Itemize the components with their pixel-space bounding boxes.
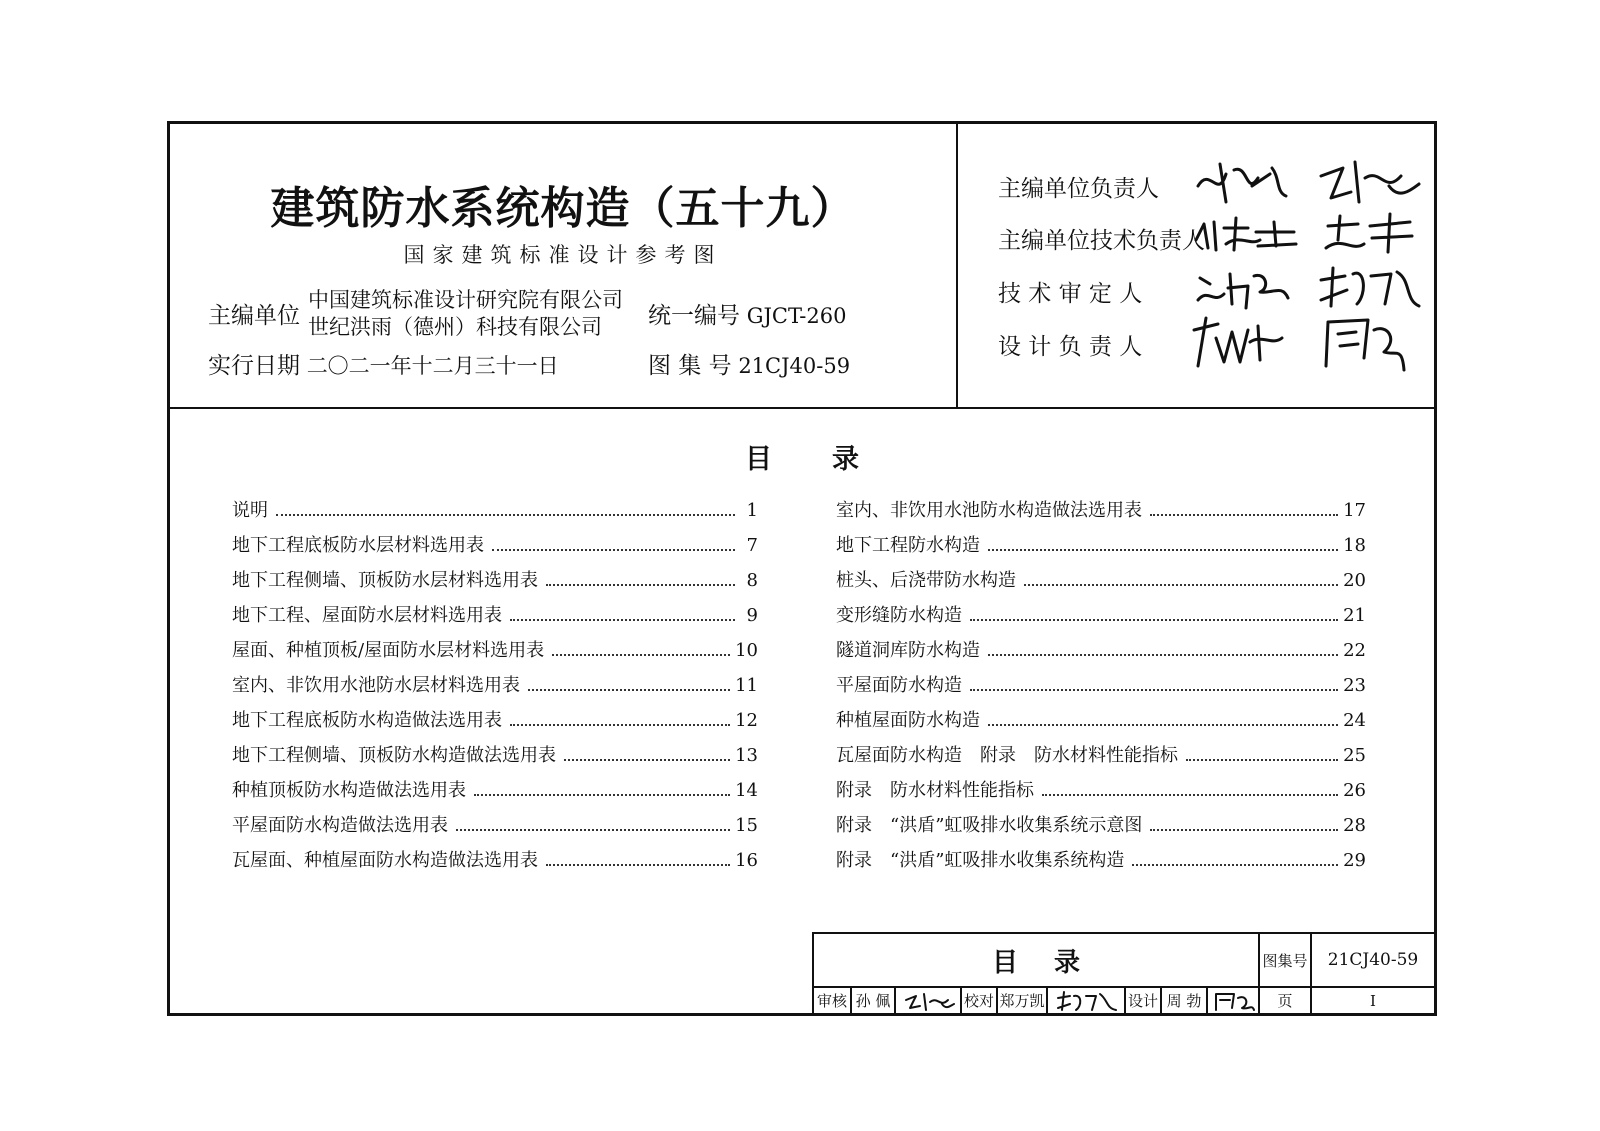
toc-entry xyxy=(232,776,758,811)
toc-entry-page: 20 xyxy=(1343,570,1366,591)
toc-entry-title: 地下工程侧墙、顶板防水构造做法选用表 xyxy=(232,745,556,766)
effective-date-value: 二〇二一年十二月三十一日 xyxy=(306,354,559,378)
toc-entry xyxy=(836,741,1366,776)
toc-entry-title: 室内、非饮用水池防水构造做法选用表 xyxy=(836,500,1142,521)
atlas-number xyxy=(648,347,850,380)
toc-entry xyxy=(836,811,1366,846)
toc-leader-dots xyxy=(546,864,730,866)
toc-entry xyxy=(836,601,1366,636)
toc-entry xyxy=(232,636,758,671)
editor-unit-2: 世纪洪雨（德州）科技有限公司 xyxy=(308,315,602,339)
toc-entry-page: 7 xyxy=(746,535,758,556)
toc-entry-title: 种植顶板防水构造做法选用表 xyxy=(232,780,466,801)
toc-entry-page: 14 xyxy=(735,780,758,801)
unified-number-label: 统一编号 xyxy=(648,303,740,329)
toc-leader-dots xyxy=(970,689,1338,691)
toc-heading xyxy=(170,437,1434,476)
toc-entry xyxy=(836,496,1366,531)
tb-design-label: 设计 xyxy=(1127,992,1158,1010)
toc-entry xyxy=(232,566,758,601)
toc-entry-title: 屋面、种植顶板/屋面防水层材料选用表 xyxy=(232,640,545,661)
atlas-number-value: 21CJ40-59 xyxy=(738,354,851,378)
toc-leader-dots xyxy=(552,654,730,656)
toc-entry-title: 种植屋面防水构造 xyxy=(836,710,980,731)
signature-tech-chief-2 xyxy=(1318,208,1418,258)
toc-entry-page: 18 xyxy=(1343,535,1366,556)
role-chief-unit: 主编单位负责人 xyxy=(998,176,1159,202)
toc-entry xyxy=(836,846,1366,881)
toc-entry-title: 隧道洞库防水构造 xyxy=(836,640,980,661)
tb-designer: 周 勃 xyxy=(1166,992,1202,1010)
toc-entry-page: 28 xyxy=(1343,815,1366,836)
toc-entry-title: 地下工程、屋面防水层材料选用表 xyxy=(232,605,502,626)
toc-leader-dots xyxy=(1186,759,1338,761)
signature-reviewer-2 xyxy=(1315,260,1425,315)
cover-header xyxy=(170,124,1434,409)
toc-entry-title: 地下工程底板防水层材料选用表 xyxy=(232,535,484,556)
toc-entry-page: 10 xyxy=(735,640,758,661)
toc-entry-page: 1 xyxy=(746,500,758,521)
toc-entry xyxy=(836,671,1366,706)
drawing-frame xyxy=(167,121,1437,1016)
toc-entry-page: 9 xyxy=(746,605,758,626)
role-design-lead: 设 计 负 责 人 xyxy=(998,334,1143,360)
toc-leader-dots xyxy=(988,654,1338,656)
signature-design-lead-2 xyxy=(1318,310,1408,376)
tb-check-label: 校对 xyxy=(963,992,994,1010)
toc-heading-char-2: 录 xyxy=(832,444,859,475)
toc-leader-dots xyxy=(988,549,1338,551)
toc-entry-title: 变形缝防水构造 xyxy=(836,605,962,626)
toc-entry-title: 说明 xyxy=(232,500,268,521)
toc-entry xyxy=(232,811,758,846)
toc-entry-page: 15 xyxy=(735,815,758,836)
atlas-subtitle: 国家建筑标准设计参考图 xyxy=(403,243,723,267)
unified-number-value: GJCT-260 xyxy=(746,304,847,328)
toc-entry-title: 附录 防水材料性能指标 xyxy=(836,780,1034,801)
toc-entry-title: 瓦屋面防水构造 附录 防水材料性能指标 xyxy=(836,745,1178,766)
toc-entry-title: 地下工程底板防水构造做法选用表 xyxy=(232,710,502,731)
effective-date-label: 实行日期 xyxy=(208,353,300,379)
toc-entry xyxy=(836,531,1366,566)
unified-number xyxy=(648,297,846,330)
toc-leader-dots xyxy=(456,829,730,831)
toc-entry xyxy=(232,531,758,566)
editor-unit-1: 中国建筑标准设计研究院有限公司 xyxy=(308,288,623,312)
toc-entry-title: 附录 “洪盾”虹吸排水收集系统示意图 xyxy=(836,815,1143,836)
toc-leader-dots xyxy=(528,689,730,691)
tb-reviewer: 孙 佩 xyxy=(855,992,891,1010)
tb-checker-signature xyxy=(1054,990,1120,1012)
toc-entry-page: 13 xyxy=(735,745,758,766)
toc-entry-page: 24 xyxy=(1343,710,1366,731)
toc-entry xyxy=(232,846,758,881)
toc-entry-title: 室内、非饮用水池防水层材料选用表 xyxy=(232,675,520,696)
toc-leader-dots xyxy=(510,724,730,726)
tb-review-label: 审核 xyxy=(816,992,847,1010)
role-tech-reviewer: 技 术 审 定 人 xyxy=(998,281,1143,307)
toc-entry-page: 23 xyxy=(1343,675,1366,696)
tb-page-label: 页 xyxy=(1277,992,1293,1010)
toc-entry-title: 地下工程防水构造 xyxy=(836,535,980,556)
toc-entry-title: 地下工程侧墙、顶板防水层材料选用表 xyxy=(232,570,538,591)
toc-entry xyxy=(836,776,1366,811)
toc-entry-page: 21 xyxy=(1343,605,1366,626)
toc-left-column xyxy=(232,496,758,881)
toc-entry-title: 平屋面防水构造 xyxy=(836,675,962,696)
toc-right-column xyxy=(836,496,1366,881)
tb-designer-signature xyxy=(1212,990,1256,1012)
sheet-title-char-1: 目 xyxy=(991,947,1018,978)
toc-leader-dots xyxy=(1132,864,1338,866)
toc-entry xyxy=(836,636,1366,671)
toc-entry-title: 瓦屋面、种植屋面防水构造做法选用表 xyxy=(232,850,538,871)
toc-leader-dots xyxy=(510,619,735,621)
toc-entry-title: 平屋面防水构造做法选用表 xyxy=(232,815,448,836)
title-block xyxy=(812,932,1434,1013)
signature-tech-chief-1 xyxy=(1190,210,1300,255)
atlas-number-label: 图 集 号 xyxy=(648,353,732,379)
toc-entry-page: 17 xyxy=(1343,500,1366,521)
signature-chief-1 xyxy=(1190,156,1290,206)
toc-entry-title: 桩头、后浇带防水构造 xyxy=(836,570,1016,591)
toc-entry-page: 22 xyxy=(1343,640,1366,661)
toc-entry-page: 11 xyxy=(735,675,758,696)
toc-entry-page: 29 xyxy=(1343,850,1366,871)
tb-checker: 郑万凯 xyxy=(999,992,1045,1010)
sheet-title xyxy=(814,934,1258,986)
toc-leader-dots xyxy=(1042,794,1338,796)
toc-entry-page: 12 xyxy=(735,710,758,731)
tb-page: I xyxy=(1370,991,1376,1010)
toc-entry xyxy=(232,706,758,741)
toc-leader-dots xyxy=(546,584,735,586)
toc-leader-dots xyxy=(1150,514,1338,516)
toc-leader-dots xyxy=(474,794,730,796)
toc-entry xyxy=(836,566,1366,601)
toc-entry-page: 16 xyxy=(735,850,758,871)
toc-entry-title: 附录 “洪盾”虹吸排水收集系统构造 xyxy=(836,850,1125,871)
toc-leader-dots xyxy=(988,724,1338,726)
toc-entry xyxy=(836,706,1366,741)
toc-entry-page: 26 xyxy=(1343,780,1366,801)
toc-leader-dots xyxy=(970,619,1338,621)
toc-leader-dots xyxy=(564,759,730,761)
tb-reviewer-signature xyxy=(902,990,956,1012)
effective-date xyxy=(208,347,559,380)
editor-label: 主编单位 xyxy=(208,303,300,329)
toc-entry xyxy=(232,496,758,531)
header-divider xyxy=(956,124,958,407)
atlas-title: 建筑防水系统构造（五十九） xyxy=(270,183,856,234)
toc-leader-dots xyxy=(1024,584,1338,586)
toc-entry xyxy=(232,601,758,636)
toc-leader-dots xyxy=(492,549,735,551)
role-tech-chief: 主编单位技术负责人 xyxy=(998,228,1205,254)
signature-reviewer-1 xyxy=(1192,264,1292,312)
tb-atlas-no-label: 图集号 xyxy=(1262,951,1308,970)
toc-entry-page: 8 xyxy=(746,570,758,591)
tb-atlas-no: 21CJ40-59 xyxy=(1327,950,1419,970)
toc-leader-dots xyxy=(276,514,735,516)
toc-entry xyxy=(232,671,758,706)
toc-heading-char-1: 目 xyxy=(745,444,772,475)
toc-entry xyxy=(232,741,758,776)
signature-chief-2 xyxy=(1315,154,1425,209)
sheet-title-char-2: 录 xyxy=(1054,947,1081,978)
toc-leader-dots xyxy=(1150,829,1338,831)
signature-design-lead-1 xyxy=(1188,312,1288,372)
toc-entry-page: 25 xyxy=(1343,745,1366,766)
